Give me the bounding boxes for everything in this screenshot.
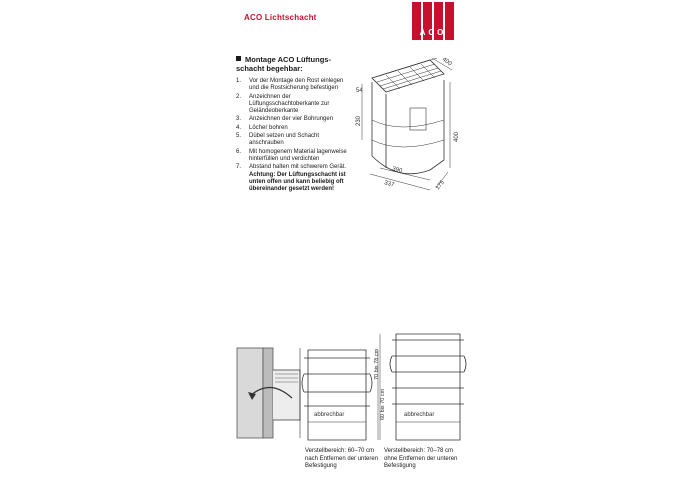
logo-text: ACO — [419, 28, 447, 37]
bullet-square-icon — [236, 56, 241, 61]
airflow-arrow-icon — [250, 387, 292, 398]
section-title — [236, 55, 356, 73]
step-text: Löcher bohren — [249, 124, 288, 131]
shaft-body — [372, 80, 444, 174]
list-item — [236, 116, 354, 123]
step-number: 7. — [236, 164, 242, 171]
wall-section — [237, 348, 263, 438]
gravel-fill — [275, 374, 298, 382]
step-number: 6. — [236, 148, 242, 155]
shaft-opening — [410, 108, 426, 130]
aco-logo — [412, 2, 454, 40]
list-item — [236, 164, 354, 193]
grate-pattern — [377, 58, 441, 89]
list-item — [236, 149, 354, 164]
list-item — [236, 94, 354, 116]
shaft-side-outline — [308, 350, 366, 440]
grate-outline — [372, 60, 444, 92]
caption-line: nach Entfernen der unteren — [305, 455, 379, 462]
caption-line: ohne Entfernen der unteren — [384, 455, 458, 462]
dim-label: 175 — [434, 179, 446, 192]
list-item — [236, 78, 354, 93]
section-title-text: Montage ACO Lüftungs-schacht begehbar: — [236, 55, 331, 73]
dim-label: 390 — [391, 166, 403, 175]
list-item — [236, 125, 354, 132]
dim-label: 70 bis 78 cm — [374, 348, 380, 380]
dim-label: 400 — [440, 56, 453, 68]
list-item — [236, 133, 354, 148]
step-text: Mit homogenem Material lagenweise hinterfüllen und verdichten — [249, 148, 347, 162]
step-number: 3. — [236, 116, 242, 123]
caption-60-70 — [305, 448, 378, 471]
step-text: Anzeichnen der vier Bohrungen — [249, 116, 334, 123]
dim-label: 54 — [356, 88, 363, 94]
step-warning: Achtung: Der Lüftungsschacht ist unten offen und kann beliebig oft übereinander gesetzt werden! — [249, 171, 346, 193]
dim-label: 400 — [454, 131, 460, 142]
step-number: 1. — [236, 78, 242, 84]
page-title: ACO Lichtschacht — [244, 13, 317, 22]
step-text: Abstand halten mit schwerem Gerät. — [249, 164, 347, 171]
dim-label: 230 — [356, 115, 362, 126]
abbrechbar-label: abbrechbar — [404, 412, 435, 418]
abbrechbar-label: abbrechbar — [314, 412, 345, 418]
caption-line: Befestigung — [305, 463, 337, 469]
shaft-side-outline — [396, 334, 460, 440]
step-number: 2. — [236, 93, 242, 100]
caption-line: Verstellbereich: 60–70 cm — [305, 448, 375, 454]
mounting-steps-list — [236, 78, 354, 194]
caption-line: Befestigung — [384, 463, 416, 469]
step-number: 4. — [236, 124, 242, 131]
dim-label: 60 bis 70 cm — [380, 388, 386, 420]
step-text: Anzeichnen der Lüftungsschachtoberkante zur Geländeoberkante — [249, 93, 330, 115]
dim-label: 337 — [383, 180, 395, 189]
caption-line: Verstellbereich: 70–78 cm — [384, 448, 454, 454]
step-number: 5. — [236, 133, 242, 140]
step-text: Vor der Montage den Rost einlegen und die Rostsicherung befestigen — [249, 78, 344, 92]
caption-70-78 — [384, 448, 457, 471]
step-text: Dübel setzen und Schacht anschrauben — [249, 133, 320, 147]
